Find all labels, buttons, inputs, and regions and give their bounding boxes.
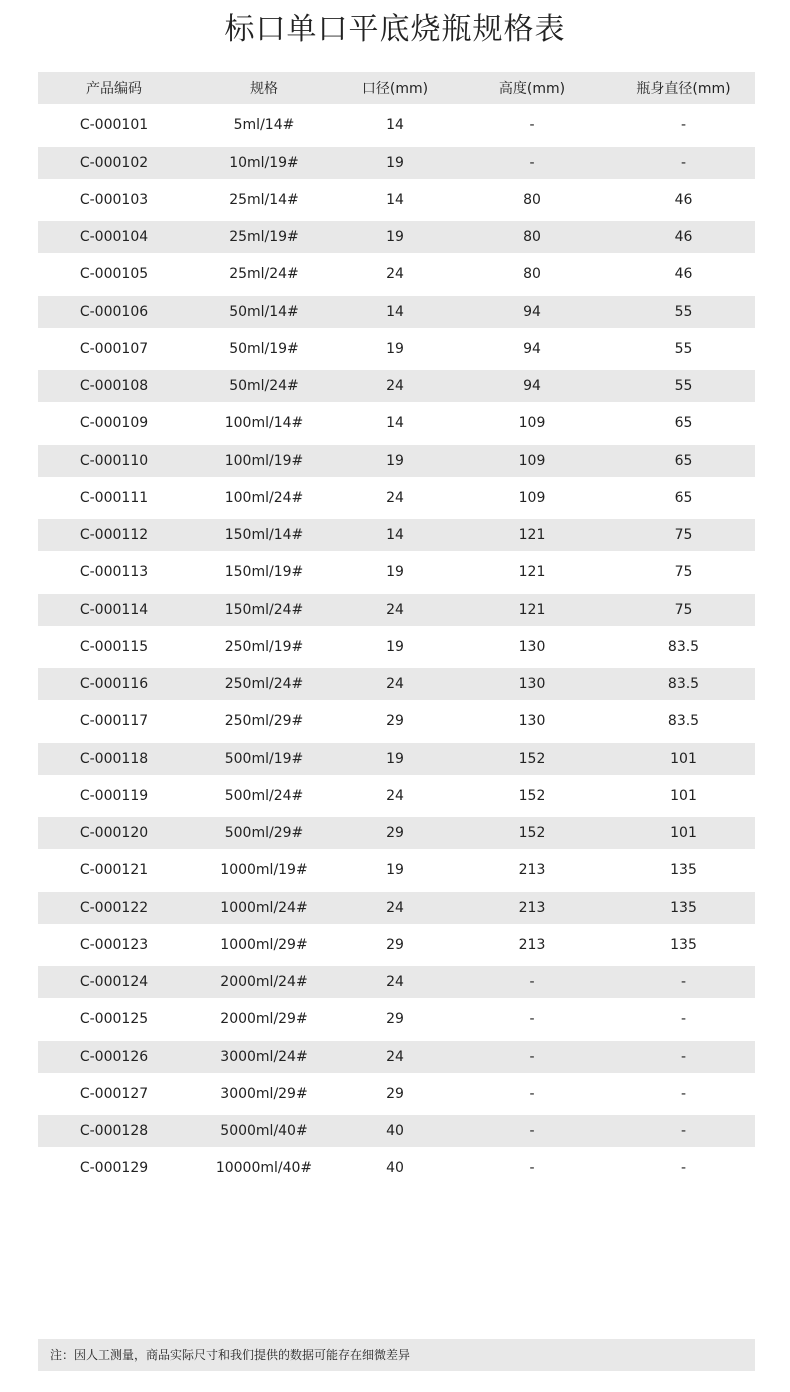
table-row bbox=[38, 253, 755, 296]
cell-body-diameter: - bbox=[680, 1011, 687, 1028]
cell-neck-diameter: 14 bbox=[338, 296, 452, 328]
table-row bbox=[38, 892, 755, 924]
header-height: 高度(mm) bbox=[498, 81, 566, 97]
cell-neck-diameter: 24 bbox=[386, 489, 404, 506]
cell-product-code: C-000102 bbox=[38, 147, 190, 179]
cell-spec: 500ml/19# bbox=[190, 743, 338, 775]
table-row bbox=[38, 445, 755, 477]
cell-product-code: C-000120 bbox=[38, 817, 190, 849]
header-spec: 规格 bbox=[250, 81, 278, 97]
cell-product-code: C-000128 bbox=[38, 1115, 190, 1147]
cell-product-code: C-000105 bbox=[79, 266, 149, 283]
cell-height: 130 bbox=[518, 638, 546, 655]
cell-spec: 500ml/29# bbox=[190, 817, 338, 849]
cell-neck-diameter: 24 bbox=[338, 1041, 452, 1073]
cell-body-diameter: - bbox=[612, 1115, 755, 1147]
cell-product-code: C-000115 bbox=[79, 638, 149, 655]
cell-neck-diameter: 19 bbox=[386, 564, 404, 581]
cell-body-diameter: 75 bbox=[674, 564, 693, 581]
cell-body-diameter: 101 bbox=[612, 743, 755, 775]
table-row bbox=[38, 370, 755, 402]
spec-table-container bbox=[38, 72, 755, 1190]
cell-neck-diameter: 29 bbox=[338, 817, 452, 849]
cell-product-code: C-000109 bbox=[79, 415, 149, 432]
cell-body-diameter: 135 bbox=[670, 936, 697, 953]
table-row bbox=[38, 296, 755, 328]
cell-product-code: C-000123 bbox=[79, 936, 149, 953]
cell-spec: 250ml/19# bbox=[224, 638, 304, 655]
cell-height: 213 bbox=[452, 892, 612, 924]
cell-neck-diameter: 14 bbox=[386, 415, 404, 432]
cell-neck-diameter: 19 bbox=[386, 340, 404, 357]
table-row bbox=[38, 817, 755, 849]
cell-neck-diameter: 14 bbox=[338, 519, 452, 551]
table-row bbox=[38, 179, 755, 222]
cell-product-code: C-000101 bbox=[79, 117, 149, 134]
header-body-diameter: 瓶身直径(mm) bbox=[636, 81, 731, 97]
cell-height: 80 bbox=[523, 191, 541, 208]
cell-spec: 150ml/14# bbox=[190, 519, 338, 551]
cell-product-code: C-000106 bbox=[38, 296, 190, 328]
cell-product-code: C-000121 bbox=[79, 862, 149, 879]
cell-spec: 25ml/19# bbox=[190, 221, 338, 253]
cell-body-diameter: - bbox=[680, 117, 687, 134]
cell-body-diameter: 75 bbox=[612, 519, 755, 551]
cell-spec: 25ml/24# bbox=[229, 266, 299, 283]
table-row bbox=[38, 402, 755, 445]
table-row bbox=[38, 519, 755, 551]
cell-neck-diameter: 24 bbox=[338, 668, 452, 700]
cell-height: 213 bbox=[518, 862, 546, 879]
cell-height: - bbox=[452, 147, 612, 179]
cell-spec: 3000ml/24# bbox=[190, 1041, 338, 1073]
cell-body-diameter: 65 bbox=[674, 489, 693, 506]
table-row bbox=[38, 1147, 755, 1190]
cell-body-diameter: 83.5 bbox=[667, 713, 700, 730]
cell-body-diameter: 83.5 bbox=[612, 668, 755, 700]
cell-neck-diameter: 19 bbox=[338, 445, 452, 477]
cell-spec: 100ml/19# bbox=[190, 445, 338, 477]
cell-product-code: C-000103 bbox=[79, 191, 149, 208]
cell-spec: 50ml/24# bbox=[190, 370, 338, 402]
cell-neck-diameter: 19 bbox=[338, 743, 452, 775]
cell-neck-diameter: 19 bbox=[338, 221, 452, 253]
table-row bbox=[38, 998, 755, 1041]
cell-product-code: C-000125 bbox=[79, 1011, 149, 1028]
table-row bbox=[38, 551, 755, 594]
cell-product-code: C-000124 bbox=[38, 966, 190, 998]
cell-spec: 3000ml/29# bbox=[220, 1085, 308, 1102]
cell-spec: 2000ml/24# bbox=[190, 966, 338, 998]
cell-height: - bbox=[529, 1011, 535, 1028]
cell-body-diameter: 135 bbox=[612, 892, 755, 924]
cell-spec: 1000ml/24# bbox=[190, 892, 338, 924]
cell-product-code: C-000117 bbox=[79, 713, 149, 730]
cell-neck-diameter: 24 bbox=[386, 266, 404, 283]
cell-body-diameter: 83.5 bbox=[667, 638, 700, 655]
table-row bbox=[38, 221, 755, 253]
cell-height: 130 bbox=[452, 668, 612, 700]
cell-product-code: C-000122 bbox=[38, 892, 190, 924]
spec-table bbox=[38, 72, 755, 1190]
cell-spec: 500ml/24# bbox=[224, 787, 304, 804]
cell-product-code: C-000129 bbox=[79, 1160, 149, 1177]
table-body bbox=[38, 104, 755, 1190]
cell-spec: 10000ml/40# bbox=[215, 1160, 313, 1177]
cell-spec: 2000ml/29# bbox=[220, 1011, 308, 1028]
cell-spec: 250ml/24# bbox=[190, 668, 338, 700]
cell-neck-diameter: 29 bbox=[386, 1085, 404, 1102]
cell-neck-diameter: 24 bbox=[386, 787, 404, 804]
cell-height: - bbox=[452, 1041, 612, 1073]
cell-body-diameter: 65 bbox=[612, 445, 755, 477]
cell-neck-diameter: 24 bbox=[338, 892, 452, 924]
cell-height: 213 bbox=[518, 936, 546, 953]
cell-body-diameter: 75 bbox=[612, 594, 755, 626]
table-row bbox=[38, 700, 755, 743]
cell-height: 152 bbox=[452, 743, 612, 775]
cell-neck-diameter: 24 bbox=[338, 594, 452, 626]
cell-height: 130 bbox=[518, 713, 546, 730]
cell-neck-diameter: 14 bbox=[386, 117, 404, 134]
table-row bbox=[38, 147, 755, 179]
table-row bbox=[38, 626, 755, 669]
cell-body-diameter: 55 bbox=[612, 296, 755, 328]
cell-neck-diameter: 19 bbox=[338, 147, 452, 179]
cell-height: - bbox=[529, 117, 535, 134]
cell-height: 109 bbox=[518, 489, 546, 506]
cell-product-code: C-000114 bbox=[38, 594, 190, 626]
table-row bbox=[38, 966, 755, 998]
cell-height: - bbox=[452, 1115, 612, 1147]
cell-height: 94 bbox=[452, 370, 612, 402]
cell-body-diameter: - bbox=[612, 1041, 755, 1073]
cell-spec: 25ml/14# bbox=[229, 191, 299, 208]
cell-body-diameter: 101 bbox=[670, 787, 697, 804]
cell-height: 121 bbox=[518, 564, 546, 581]
cell-spec: 50ml/14# bbox=[190, 296, 338, 328]
header-neck-diameter: 口径(mm) bbox=[361, 81, 429, 97]
table-header bbox=[38, 72, 755, 104]
table-row bbox=[38, 1073, 755, 1116]
header-product-code: 产品编码 bbox=[86, 81, 142, 97]
cell-height: 94 bbox=[523, 340, 541, 357]
cell-body-diameter: 65 bbox=[674, 415, 693, 432]
cell-body-diameter: 55 bbox=[612, 370, 755, 402]
cell-spec: 150ml/19# bbox=[224, 564, 304, 581]
table-row bbox=[38, 477, 755, 520]
cell-body-diameter: 46 bbox=[674, 266, 693, 283]
cell-product-code: C-000113 bbox=[79, 564, 149, 581]
table-row bbox=[38, 924, 755, 967]
cell-height: - bbox=[529, 1085, 535, 1102]
table-row bbox=[38, 775, 755, 818]
table-row bbox=[38, 1041, 755, 1073]
cell-height: - bbox=[529, 1160, 535, 1177]
cell-height: 152 bbox=[452, 817, 612, 849]
table-row bbox=[38, 1115, 755, 1147]
cell-neck-diameter: 29 bbox=[386, 713, 404, 730]
cell-height: 109 bbox=[452, 445, 612, 477]
cell-product-code: C-000110 bbox=[38, 445, 190, 477]
cell-spec: 10ml/19# bbox=[190, 147, 338, 179]
cell-product-code: C-000112 bbox=[38, 519, 190, 551]
cell-spec: 5000ml/40# bbox=[190, 1115, 338, 1147]
cell-neck-diameter: 40 bbox=[386, 1160, 404, 1177]
cell-product-code: C-000111 bbox=[79, 489, 149, 506]
cell-neck-diameter: 24 bbox=[338, 966, 452, 998]
cell-product-code: C-000107 bbox=[79, 340, 149, 357]
cell-body-diameter: 101 bbox=[612, 817, 755, 849]
cell-body-diameter: - bbox=[680, 1085, 687, 1102]
page-title: 标口单口平底烧瓶规格表 bbox=[224, 12, 566, 47]
cell-body-diameter: - bbox=[612, 966, 755, 998]
cell-spec: 150ml/24# bbox=[190, 594, 338, 626]
cell-height: 121 bbox=[452, 594, 612, 626]
cell-neck-diameter: 29 bbox=[386, 936, 404, 953]
cell-neck-diameter: 19 bbox=[386, 862, 404, 879]
cell-neck-diameter: 40 bbox=[338, 1115, 452, 1147]
cell-height: 152 bbox=[518, 787, 546, 804]
cell-neck-diameter: 19 bbox=[386, 638, 404, 655]
footnote: 注：因人工测量，商品实际尺寸和我们提供的数据可能存在细微差异 bbox=[38, 1339, 755, 1371]
cell-body-diameter: 135 bbox=[670, 862, 697, 879]
cell-spec: 50ml/19# bbox=[229, 340, 299, 357]
table-row bbox=[38, 104, 755, 147]
cell-body-diameter: - bbox=[680, 1160, 687, 1177]
table-row bbox=[38, 668, 755, 700]
cell-body-diameter: 46 bbox=[674, 191, 693, 208]
cell-spec: 1000ml/29# bbox=[220, 936, 308, 953]
cell-height: 94 bbox=[452, 296, 612, 328]
cell-product-code: C-000108 bbox=[38, 370, 190, 402]
cell-spec: 1000ml/19# bbox=[220, 862, 308, 879]
table-row bbox=[38, 743, 755, 775]
cell-height: 121 bbox=[452, 519, 612, 551]
cell-product-code: C-000104 bbox=[38, 221, 190, 253]
cell-height: 80 bbox=[452, 221, 612, 253]
table-row bbox=[38, 328, 755, 371]
cell-spec: 100ml/24# bbox=[224, 489, 304, 506]
cell-spec: 100ml/14# bbox=[224, 415, 304, 432]
cell-body-diameter: - bbox=[612, 147, 755, 179]
table-row bbox=[38, 849, 755, 892]
cell-spec: 250ml/29# bbox=[224, 713, 304, 730]
cell-product-code: C-000119 bbox=[79, 787, 149, 804]
cell-product-code: C-000127 bbox=[79, 1085, 149, 1102]
cell-product-code: C-000116 bbox=[38, 668, 190, 700]
cell-spec: 5ml/14# bbox=[233, 117, 295, 134]
cell-neck-diameter: 14 bbox=[386, 191, 404, 208]
cell-neck-diameter: 29 bbox=[386, 1011, 404, 1028]
table-row bbox=[38, 594, 755, 626]
cell-body-diameter: 55 bbox=[674, 340, 693, 357]
cell-body-diameter: 46 bbox=[612, 221, 755, 253]
cell-product-code: C-000126 bbox=[38, 1041, 190, 1073]
cell-product-code: C-000118 bbox=[38, 743, 190, 775]
table-header-row bbox=[38, 72, 755, 104]
cell-height: 80 bbox=[523, 266, 541, 283]
cell-neck-diameter: 24 bbox=[338, 370, 452, 402]
cell-height: - bbox=[452, 966, 612, 998]
cell-height: 109 bbox=[518, 415, 546, 432]
